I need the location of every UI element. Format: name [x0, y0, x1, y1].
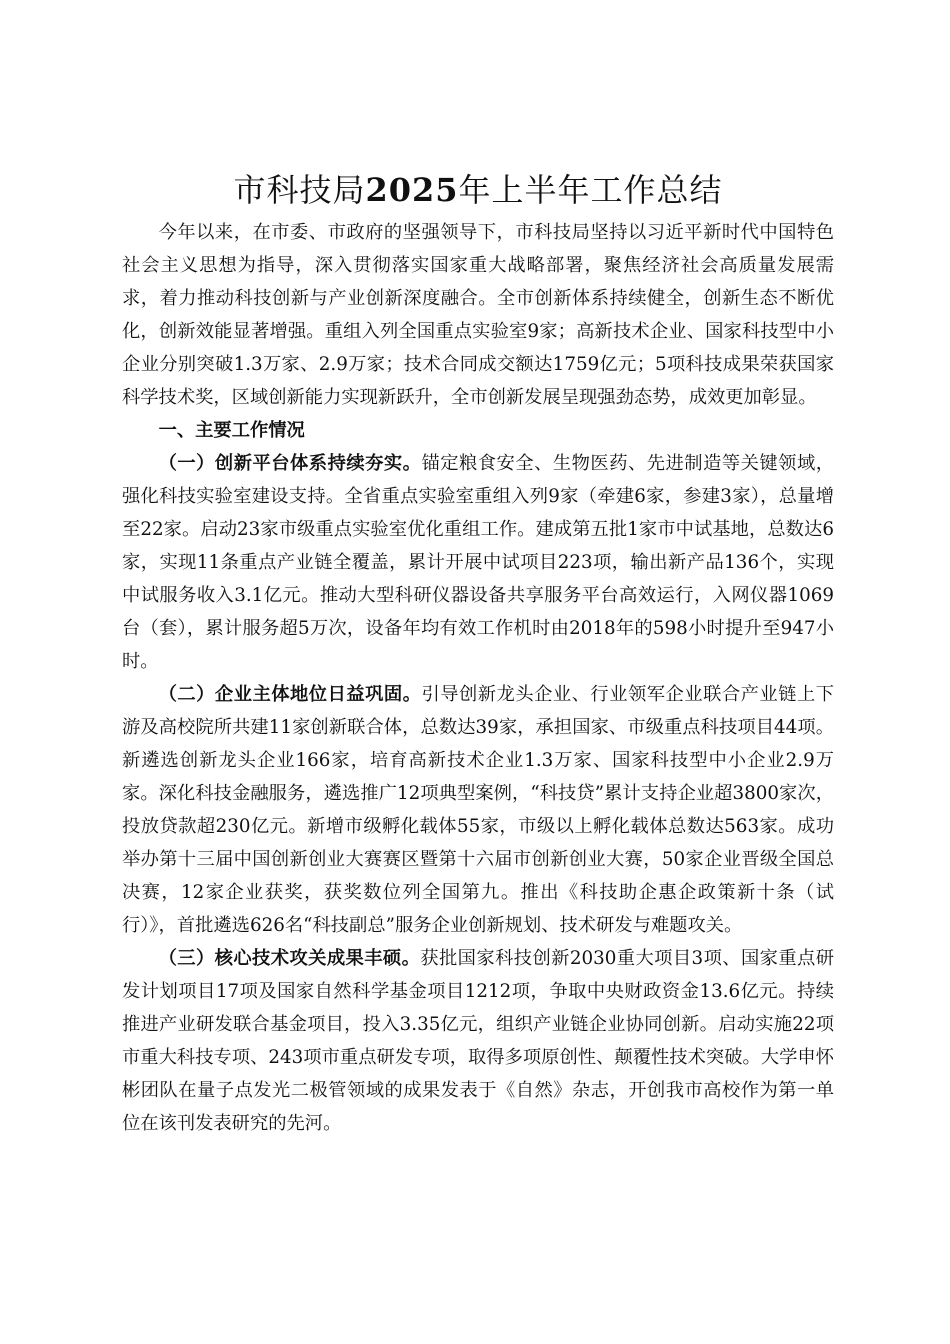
item-lead: （二）企业主体地位日益巩固。 [158, 684, 422, 705]
item-body: 获批国家科技创新2030重大项目3项、国家重点研发计划项目17项及国家自然科学基金项目1212项，争取中央财政资金13.6亿元。持续推进产业研发联合基金项目，投入3.35亿元，组织产业链企业协同创新。启动实施22项市重大科技专项、243项市重点研发专项，取得多项原创性、颠覆性技术突破。大学申怀彬团队在量子点发光二极管领域的成果发表于《自然》杂志，开创我市高校作为第一单位在该刊发表研究的先河。 [122, 948, 835, 1134]
intro-paragraph: 今年以来，在市委、市政府的坚强领导下，市科技局坚持以习近平新时代中国特色社会主义思想为指导，深入贯彻落实国家重大战略部署，聚焦经济社会高质量发展需求，着力推动科技创新与产业创新深度融合。全市创新体系持续健全，创新生态不断优化，创新效能显著增强。重组入列全国重点实验室9家；高新技术企业、国家科技型中小企业分别突破1.3万家、2.9万家；技术合同成交额达1759亿元；5项科技成果荣获国家科学技术奖，区域创新能力实现新跃升，全市创新发展呈现强劲态势，成效更加彰显。 [122, 222, 834, 408]
item-paragraph-1 [122, 447, 834, 678]
item-paragraph-2 [122, 678, 834, 942]
document-page [122, 168, 834, 1140]
item-body: 锚定粮食安全、生物医药、先进制造等关键领域，强化科技实验室建设支持。全省重点实验室重组入列9家（牵建6家，参建3家），总量增至22家。启动23家市级重点实验室优化重组工作。建成第五批1家市中试基地，总数达6家，实现11条重点产业链全覆盖，累计开展中试项目223项，输出新产品136个，实现中试服务收入3.1亿元。推动大型科研仪器设备共享服务平台高效运行，入网仪器1069台（套），累计服务超5万次，设备年均有效工作机时由2018年的598小时提升至947小时。 [122, 453, 835, 672]
item-paragraph-3 [122, 942, 834, 1140]
item-lead: （一）创新平台体系持续夯实。 [158, 453, 422, 474]
title-suffix: 年上半年工作总结 [458, 171, 723, 209]
section-heading: 一、主要工作情况 [158, 420, 305, 441]
document-title [122, 168, 834, 212]
title-year: 2025 [365, 171, 459, 209]
item-body: 引导创新龙头企业、行业领军企业联合产业链上下游及高校院所共建11家创新联合体，总数达39家，承担国家、市级重点科技项目44项。新遴选创新龙头企业166家，培育高新技术企业1.3万家、国家科技型中小企业2.9万家。深化科技金融服务，遴选推广12项典型案例，“科技贷”累计支持企业超3800家次，投放贷款超230亿元。新增市级孵化载体55家，市级以上孵化载体总数达563家。成功举办第十三届中国创新创业大赛赛区暨第十六届市创新创业大赛，50家企业晋级全国总决赛，12家企业获奖，获奖数位列全国第九。推出《科技助企惠企政策新十条（试行）》，首批遴选626名“科技副总”服务企业创新规划、技术研发与难题攻关。 [122, 684, 835, 936]
title-prefix: 市科技局 [233, 171, 366, 209]
item-lead: （三）核心技术攻关成果丰硕。 [158, 948, 421, 969]
